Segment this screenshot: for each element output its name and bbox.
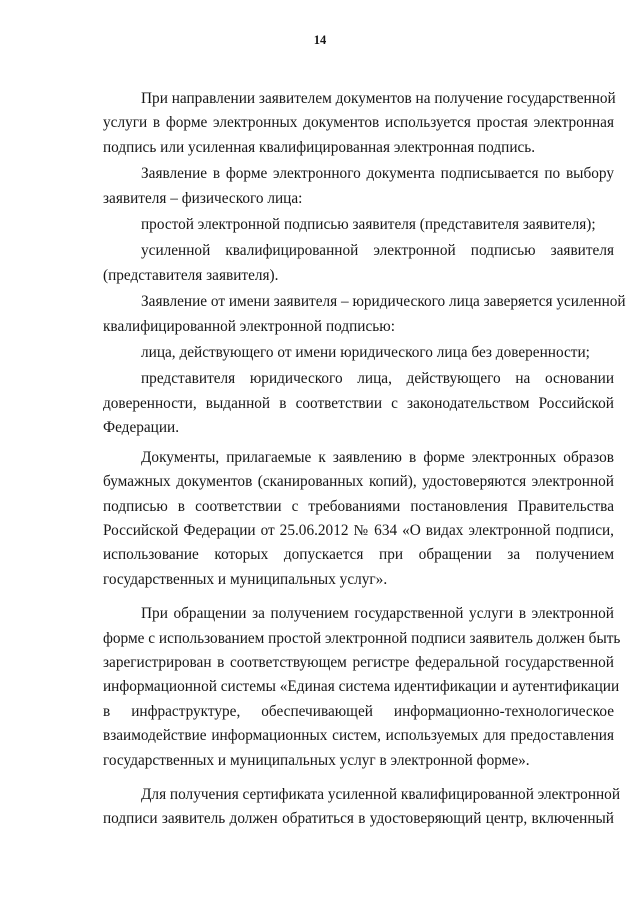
text-line: доверенности, выданной в соответствии с законодательством Российской [103,394,614,412]
paragraph-9 [103,602,621,773]
text-line: (представителя заявителя). [103,266,279,284]
text-line: бумажных документов (сканированных копий), удостоверяются электронной [103,473,614,491]
document-body [103,87,626,832]
paragraph-4 [103,239,614,288]
paragraph-6 [103,341,614,365]
text-line: услуги в форме электронных документов используется простая электронная [103,114,614,132]
text-line: Заявление в форме электронного документа подписывается по выбору [141,165,614,183]
paragraph-10 [103,783,621,832]
text-line: подписью в соответствии с требованиями постановления Правительства [103,497,614,515]
text-line: использование которых допускается при обращении за получением [103,546,614,564]
paragraph-8 [103,446,614,592]
text-line: Федерации. [103,419,180,437]
paragraph-5 [103,290,626,339]
text-line: Для получения сертификата усиленной квалифицированной электронной [141,785,621,803]
paragraph-2 [103,162,614,211]
text-line: государственных и муниципальных услуг». [103,570,388,588]
paragraph-7 [103,367,614,440]
text-line: информационной системы «Единая система идентификации и аутентификации [103,678,620,696]
page-number: 14 [313,33,327,47]
text-line: усиленной квалифицированной электронной подписью заявителя [141,242,614,260]
text-line: в инфраструктуре, обеспечивающей информационно-технологическое [103,702,614,720]
text-line: взаимодействие информационных систем, используемых для предоставления [103,727,614,745]
text-line: лица, действующего от имени юридического лица без доверенности; [141,344,590,362]
text-line: подпись или усиленная квалифицированная электронная подпись. [103,138,536,156]
text-line: Российской Федерации от 25.06.2012 № 634 «О видах электронной подписи, [103,521,614,539]
text-line: государственных и муниципальных услуг в электронной форме». [103,751,530,769]
text-line: Заявление от имени заявителя – юридического лица заверяется усиленной [141,293,626,311]
text-line: форме с использованием простой электронной подписи заявитель должен быть [103,629,621,647]
text-line: представителя юридического лица, действующего на основании [141,370,614,388]
text-line: квалифицированной электронной подписью: [103,317,395,335]
text-line: При обращении за получением государственной услуги в электронной [141,605,614,623]
text-line: подписи заявитель должен обратиться в удостоверяющий центр, включенный [103,810,614,828]
text-line: Документы, прилагаемые к заявлению в форме электронных образов [141,448,614,466]
paragraph-3 [103,213,614,237]
text-line: простой электронной подписью заявителя (представителя заявителя); [141,216,596,234]
paragraph-1 [103,87,614,160]
text-line: При направлении заявителем документов на получение государственной [141,90,616,107]
text-line: зарегистрирован в соответствующем регистре федеральной государственной [103,653,614,671]
text-line: заявителя – физического лица: [103,189,303,207]
